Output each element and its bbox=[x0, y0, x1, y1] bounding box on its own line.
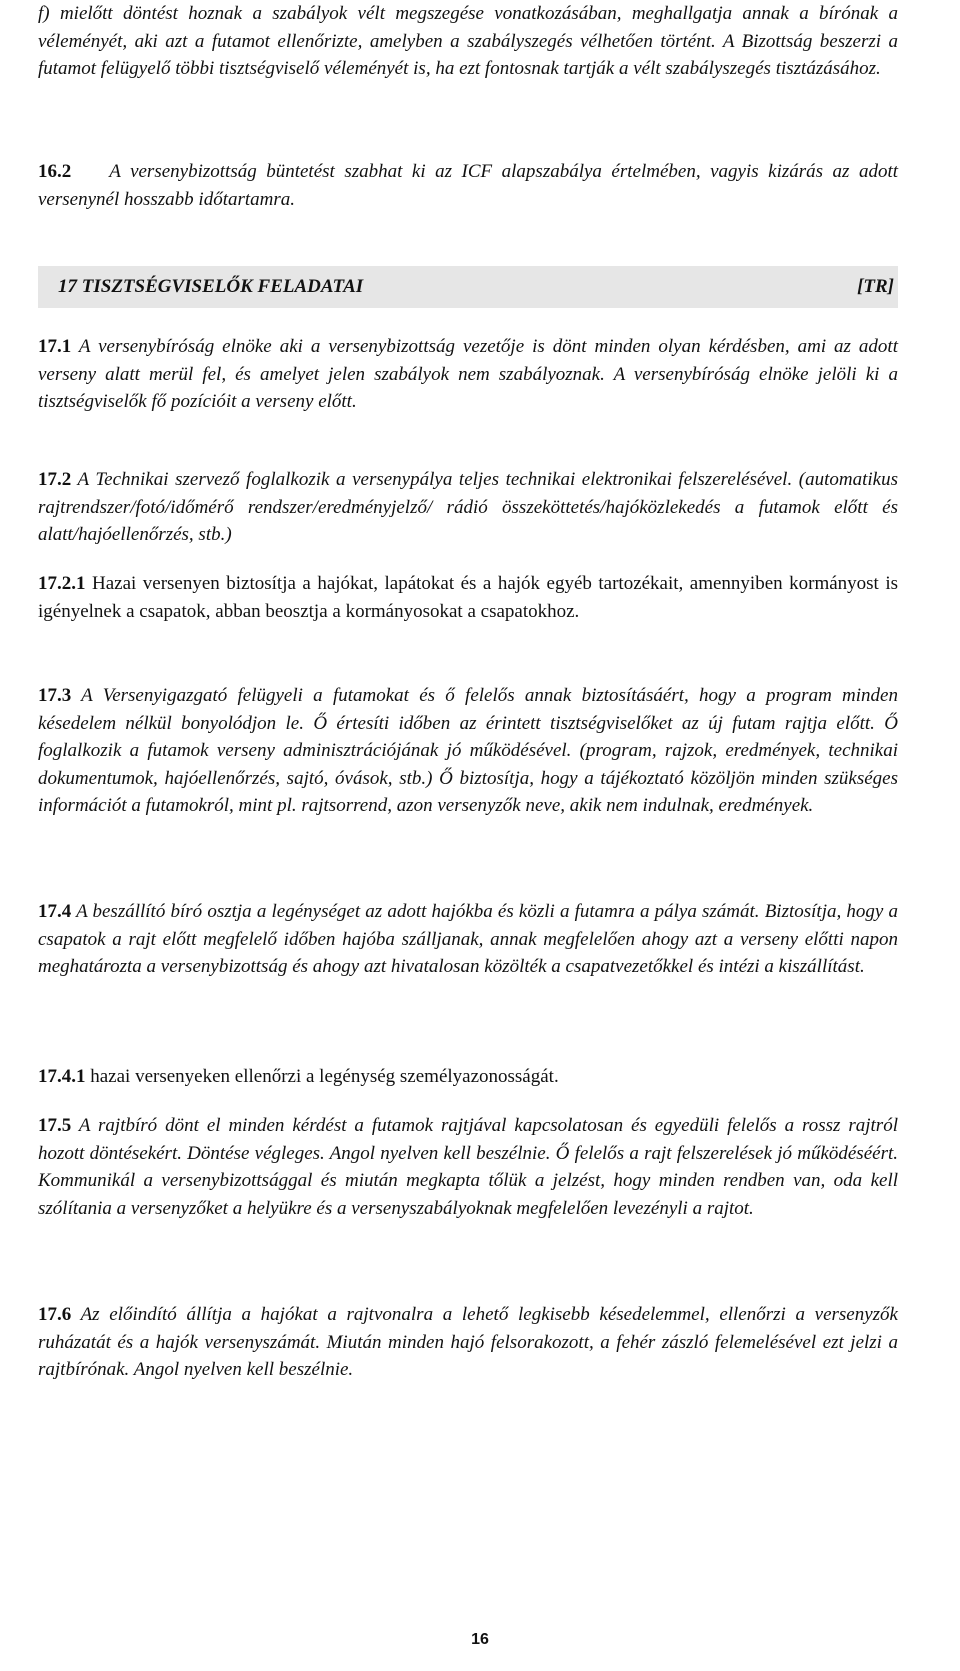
section-text: A rajtbíró dönt el minden kérdést a futamok rajtjával kapcsolatosan és egyedüli felelős a rossz rajtról hozott döntésekért. Döntése végleges. Angol nyelven kell beszélnie. Ő felelős a rajt felszerelések jó működéséért. Kommunikál a versenybizottsággal és miután megkapta tőlük a jelzést, hogy minden rendben van, oda kell szólítania a versenyzőket a helyükre és a versenyszabályoknak megfelelően levezényli a rajtot. bbox=[38, 1115, 898, 1219]
section-text: Az előindító állítja a hajókat a rajtvonalra a lehető legkisebb késedelemmel, ellenőrzi a versenyzők ruházatát és a hajók versenyszámát. Miután minden hajó felsorakozott, a fehér zászló felemelésével ezt jelzi a rajtbírónak. Angol nyelven kell beszélnie. bbox=[38, 1304, 898, 1380]
paragraph-17-6 bbox=[38, 1301, 898, 1384]
section-number: 17.1 bbox=[38, 336, 72, 357]
paragraph-17-3 bbox=[38, 682, 898, 820]
paragraph-17-4-1 bbox=[38, 1063, 898, 1091]
section-text: A beszállító bíró osztja a legénységet az adott hajókba és közli a futamra a pálya számát. Biztosítja, hogy a csapatok a rajt előtt megfelelő időben hajóba szálljanak, annak megfelelően ahogy azt a verseny előtti napon meghatározta a versenybizottság és ahogy azt hivatalosan közölték a csapatvezetőkkel és intézi a kiszállítást. bbox=[38, 901, 898, 977]
document-page bbox=[38, 0, 898, 1671]
section-heading-title: 17 TISZTSÉGVISELŐK FELADATAI bbox=[58, 276, 364, 297]
section-text: A versenybíróság elnöke aki a versenybizottság vezetője is dönt minden olyan kérdésben, ami az adott verseny alatt merül fel, és amelyet jelen szabályok nem szabályoznak. A versenybíróság elnöke jelöli ki a tisztségviselők fő pozícióit a verseny előtt. bbox=[38, 336, 898, 412]
paragraph-17-5 bbox=[38, 1112, 898, 1222]
section-number: 17.6 bbox=[38, 1304, 72, 1325]
page-number: 16 bbox=[471, 1631, 489, 1648]
section-text: A versenybizottság büntetést szabhat ki az ICF alapszabálya értelmében, vagyis kizárás az adott versenynél hosszabb időtartamra. bbox=[38, 161, 899, 210]
section-number: 17.5 bbox=[38, 1115, 72, 1136]
paragraph-16-2 bbox=[38, 158, 898, 213]
section-heading bbox=[38, 266, 898, 308]
section-number: 17.3 bbox=[38, 685, 72, 706]
section-text: A Versenyigazgató felügyeli a futamokat és ő felelős annak biztosításáért, hogy a program minden késedelem nélkül bonyolódjon le. Ő értesíti időben az érintett tisztségviselőket az új futam rajtja előtt. Ő foglalkozik a futamok verseny adminisztrációjának jó működésével. (program, rajzok, eredmények, technikai dokumentumok, hajóellenőrzés, sajtó, óvások, stb.) Ő biztosítja, hogy a tájékoztató közöljön minden szükséges információt a futamokról, mint pl. rajtsorrend, azon versenyzők neve, akik nem indulnak, eredmények. bbox=[38, 685, 898, 816]
paragraph-17-2 bbox=[38, 466, 898, 549]
section-number: 17.2.1 bbox=[38, 573, 86, 594]
section-text: Hazai versenyen biztosítja a hajókat, lapátokat és a hajók egyéb tartozékait, amennyiben kormányost is igényelnek a csapatok, abban beosztja a kormányosokat a csapatokhoz. bbox=[38, 573, 898, 622]
paragraph-17-1 bbox=[38, 333, 898, 416]
paragraph-17-2-1 bbox=[38, 570, 898, 625]
section-heading-tag: [TR] bbox=[857, 276, 894, 297]
section-text: hazai versenyeken ellenőrzi a legénység személyazonosságát. bbox=[90, 1066, 559, 1087]
paragraph-f: f) mielőtt döntést hoznak a szabályok vélt megszegése vonatkozásában, meghallgatja annak a bírónak a véleményét, aki azt a futamot ellenőrizte, amelyben a szabályszegés vélhetően történt. A Bizottság beszerzi a futamot felügyelő többi tisztségviselő véleményét is, ha ezt fontosnak tartják a vélt szabályszegés tisztázásához. bbox=[38, 3, 898, 79]
section-number: 16.2 bbox=[38, 161, 72, 182]
section-text: A Technikai szervező foglalkozik a versenypálya teljes technikai elektronikai felszerelésével. (automatikus rajtrendszer/fotó/időmérő rendszer/eredményjelző/ rádió összeköttetés/hajóközlekedés a futamok előtt és alatt/hajóellenőrzés, stb.) bbox=[38, 469, 898, 545]
section-number: 17.2 bbox=[38, 469, 72, 490]
section-number: 17.4 bbox=[38, 901, 72, 922]
section-number: 17.4.1 bbox=[38, 1066, 86, 1087]
paragraph-17-4 bbox=[38, 898, 898, 981]
